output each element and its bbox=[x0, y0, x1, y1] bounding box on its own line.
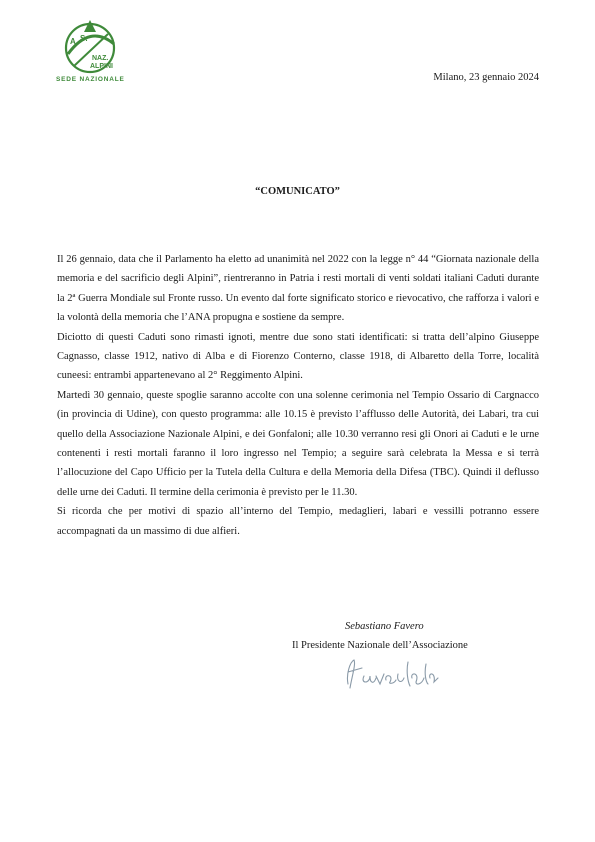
svg-text:NAZ.: NAZ. bbox=[92, 55, 109, 62]
paragraph: Diciotto di questi Caduti sono rimasti ignoti, mentre due sono stati identificati: si tratta dell’alpino Giuseppe Cagnasso, classe 1912, nativo di Alba e di Fiorenzo Conterno, classe 1918, di Albaretto della Torre, località cuneesi: entrambi appartenevano al 2° Reggimento Alpini. bbox=[57, 331, 539, 382]
paragraph: Il 26 gennaio, data che il Parlamento ha eletto ad unanimità nel 2022 con la legge n° 44 “Giornata nazionale della memoria e del sacrificio degli Alpini”, rientreranno in Patria i resti mortali di venti soldati italiani Caduti durante la 2ª Guerra Mondiale sul Fronte russo. Un evento dal forte significato storico e rievocativo, che rafforza i valori e la volontà della memoria che l’ANA propugna e sostiene da sempre. bbox=[57, 254, 539, 324]
signatory-role: Il Presidente Nazionale dell’Associazione bbox=[292, 640, 468, 651]
date-line: Milano, 23 gennaio 2024 bbox=[433, 72, 539, 83]
svg-text:ALPINI: ALPINI bbox=[90, 63, 113, 70]
document-title: “COMUNICATO” bbox=[255, 186, 340, 197]
logo-subtitle: SEDE NAZIONALE bbox=[56, 76, 125, 83]
signatory-name: Sebastiano Favero bbox=[345, 621, 424, 632]
svg-text:A.: A. bbox=[70, 37, 78, 46]
document-body bbox=[57, 250, 539, 541]
paragraph: Si ricorda che per motivi di spazio all’interno del Tempio, medaglieri, labari e vessilli potranno essere accompagnati da un massimo di due alfieri. bbox=[57, 506, 539, 537]
paragraph: Martedì 30 gennaio, queste spoglie saranno accolte con una solenne cerimonia nel Tempio Ossario di Cargnacco (in provincia di Udine), con questo programma: alle 10.15 è previsto l’afflusso delle Autorità, dei Labari, tra cui quello della Associazione Nazionale Alpini, e dei Gonfaloni; alle 10.30 verranno resi gli Onori ai Caduti e le urne contenenti i resti mortali faranno il loro ingresso nel Tempio; a seguire sarà celebrata la Messa e si terrà l’allocuzione del Capo Ufficio per la Tutela della Cultura e della Memoria della Difesa (TBC). Quindi il deflusso delle urne dei Caduti. Il termine della cerimonia è previsto per le 11.30. bbox=[57, 389, 539, 498]
handwritten-signature bbox=[340, 654, 444, 692]
svg-text:S.: S. bbox=[80, 34, 88, 43]
